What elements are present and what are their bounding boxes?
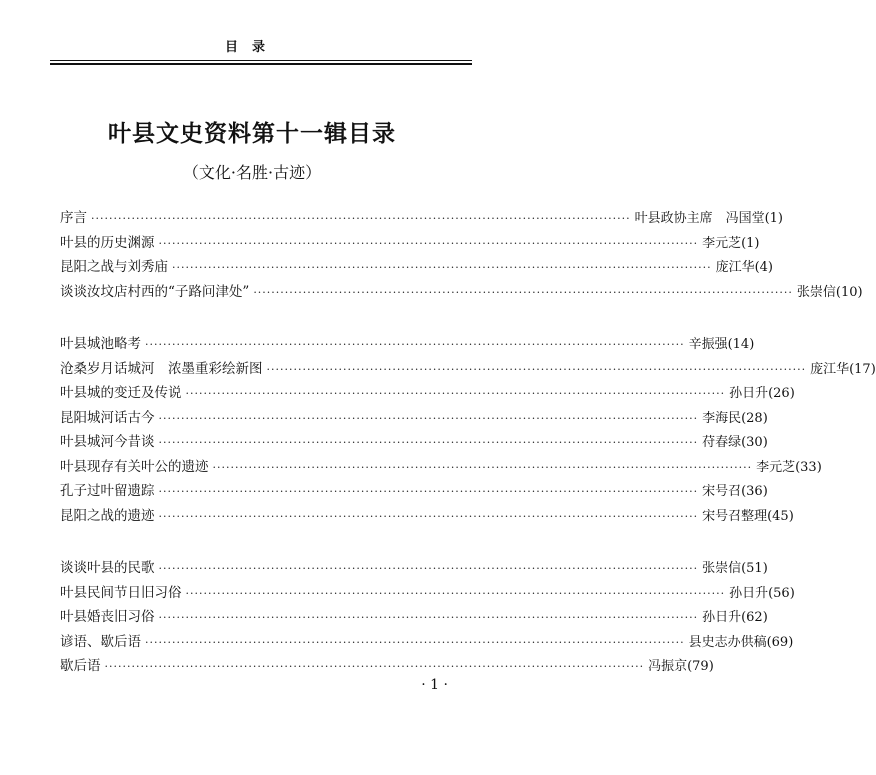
toc-group	[60, 332, 876, 528]
header-rule-thin	[50, 60, 472, 61]
toc-leader-dots: ························································································································	[91, 212, 631, 225]
toc-leader-dots: ························································································································	[145, 635, 685, 649]
toc-entry-title: 叶县城河今昔谈	[60, 434, 155, 450]
toc-leader-dots: ························································································································	[158, 509, 699, 523]
toc-entry	[60, 357, 876, 382]
toc-entry-title: 孔子过叶留遗踪	[60, 483, 155, 499]
toc-entry-title: 沧桑岁月话城河 浓墨重彩绘新图	[60, 360, 263, 377]
toc-entry	[60, 630, 794, 655]
toc-entry	[60, 231, 760, 256]
toc-leader-dots: ························································································································	[185, 586, 726, 600]
toc-entry	[60, 504, 794, 529]
toc-entry-author-page: 孙日升(26)	[729, 386, 795, 401]
toc-entry-author-page: 张崇信(10)	[796, 284, 863, 300]
toc-leader-dots: ························································································································	[172, 261, 712, 274]
toc-entry	[60, 455, 822, 480]
toc-entry-title: 叶县现存有关叶公的遗迹	[60, 458, 209, 475]
toc-entry-title: 昆阳城河话古今	[60, 409, 155, 426]
toc-leader-dots: ························································································································	[104, 660, 645, 673]
running-header: 目录	[224, 40, 279, 55]
toc-leader-dots: ························································································································	[158, 411, 699, 425]
toc-entry-title: 叶县婚丧旧习俗	[60, 609, 155, 625]
page-title: 叶县文史资料第十一辑目录	[108, 120, 396, 147]
toc-entry	[60, 206, 784, 231]
toc-leader-dots: ························································································································	[266, 362, 807, 376]
toc-entry-author-page: 孙日升(56)	[729, 585, 795, 601]
toc-entry	[60, 280, 863, 305]
toc-entry	[60, 479, 768, 504]
toc-entry-title: 序言	[60, 210, 87, 226]
toc-entry-author-page: 叶县政协主席 冯国堂(1)	[634, 211, 784, 226]
toc-entry-author-page: 张崇信(51)	[702, 561, 768, 576]
toc-entry-title: 叶县民间节日旧习俗	[60, 584, 182, 601]
toc-entry-author-page: 庞江华(17)	[810, 361, 876, 377]
header-rule-thick	[50, 63, 472, 65]
toc-entry	[60, 381, 795, 406]
toc-entry-author-page: 宋号召(36)	[702, 484, 768, 499]
toc-entry	[60, 654, 714, 679]
toc-entry-author-page: 李元芝(1)	[702, 235, 760, 251]
toc-leader-dots: ························································································································	[145, 338, 685, 351]
toc-entry-author-page: 庞江华(4)	[715, 260, 774, 275]
toc-entry	[60, 430, 768, 455]
toc-entry-title: 昆阳之战的遗迹	[60, 507, 155, 524]
toc-entry-title: 歇后语	[60, 658, 101, 674]
toc-entry	[60, 332, 755, 357]
toc-entry-title: 谈谈汝坟店村西的“子路问津处”	[60, 283, 250, 300]
toc-entry-author-page: 李海民(28)	[702, 410, 768, 426]
toc-entry	[60, 605, 768, 630]
toc-entry-author-page: 李元芝(33)	[756, 459, 822, 475]
toc-leader-dots: ························································································································	[212, 460, 753, 474]
toc-entry-author-page: 苻春绿(30)	[702, 435, 768, 450]
toc-leader-dots: ························································································································	[158, 611, 699, 624]
toc-entry-title: 叶县城的变迁及传说	[60, 385, 182, 401]
toc-entry-author-page: 孙日升(62)	[702, 610, 768, 625]
toc-entry	[60, 556, 768, 581]
toc-group	[60, 206, 863, 304]
toc-group	[60, 556, 795, 679]
toc-leader-dots: ························································································································	[158, 236, 699, 250]
page-subtitle: （文化·名胜·古迹）	[182, 163, 322, 182]
toc-entry-author-page: 宋号召整理(45)	[702, 508, 794, 524]
toc-entry-author-page: 县史志办供稿(69)	[688, 634, 794, 650]
toc-entry-title: 谈谈叶县的民歌	[60, 560, 155, 576]
toc-leader-dots: ························································································································	[158, 485, 699, 498]
toc-entry-author-page: 冯振京(79)	[648, 659, 714, 674]
toc-entry-title: 叶县的历史渊源	[60, 234, 155, 251]
toc-entry	[60, 581, 795, 606]
toc-entry	[60, 406, 768, 431]
toc-leader-dots: ························································································································	[253, 285, 793, 299]
page-number: · 1 ·	[421, 677, 448, 693]
toc-entry-title: 谚语、歇后语	[60, 633, 141, 650]
toc-entry	[60, 255, 774, 280]
toc-leader-dots: ························································································································	[185, 387, 726, 400]
toc-entry-title: 叶县城池略考	[60, 336, 141, 352]
toc-entry-author-page: 辛振强(14)	[688, 337, 755, 352]
table-of-contents	[60, 206, 876, 707]
toc-leader-dots: ························································································································	[158, 436, 699, 449]
toc-entry-title: 昆阳之战与刘秀庙	[60, 259, 168, 275]
toc-leader-dots: ························································································································	[158, 562, 699, 575]
